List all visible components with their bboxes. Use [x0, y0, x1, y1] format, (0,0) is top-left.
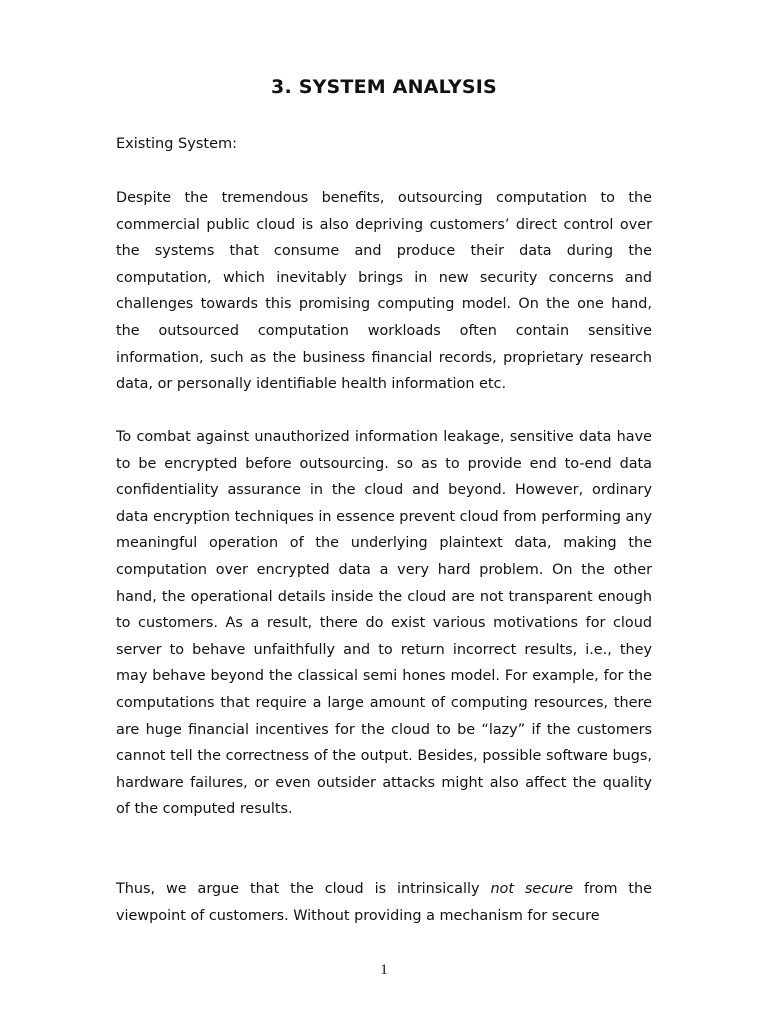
paragraph-3	[116, 876, 652, 929]
paragraph-2: To combat against unauthorized information leakage, sensitive data have to be encrypted before outsourcing. so as to provide end to-end data confidentiality assurance in the cloud and beyond. However, ordinary data encryption techniques in essence prevent cloud from performing any meaningful operation of the underlying plaintext data, making the computation over encrypted data a very hard problem. On the other hand, the operational details inside the cloud are not transparent enough to customers. As a result, there do exist various motivations for cloud server to behave unfaithfully and to return incorrect results, i.e., they may behave beyond the classical semi hones model. For example, for the computations that require a large amount of computing resources, there are huge financial incentives for the cloud to be “lazy” if the customers cannot tell the correctness of the output. Besides, possible software bugs, hardware failures, or even outsider attacks might also affect the quality of the computed results.	[116, 429, 652, 818]
paragraph-3-text-before: Thus, we argue that the cloud is intrinsically	[116, 881, 491, 897]
section-heading-existing-system: Existing System:	[116, 136, 237, 152]
paragraph-3-text-after: from the viewpoint of customers. Without providing a mechanism for secure	[116, 881, 653, 924]
paragraph-3-emphasis: not secure	[490, 881, 574, 897]
page-number: 1	[380, 962, 388, 978]
paragraph-1: Despite the tremendous benefits, outsourcing computation to the commercial public cloud is also depriving customers’ direct control over the systems that consume and produce their data during the computation, which inevitably brings in new security concerns and challenges towards this promising computing model. On the one hand, the outsourced computation workloads often contain sensitive information, such as the business financial records, proprietary research data, or personally identifiable health information etc.	[116, 190, 652, 393]
page-title: 3. SYSTEM ANALYSIS	[271, 76, 497, 98]
